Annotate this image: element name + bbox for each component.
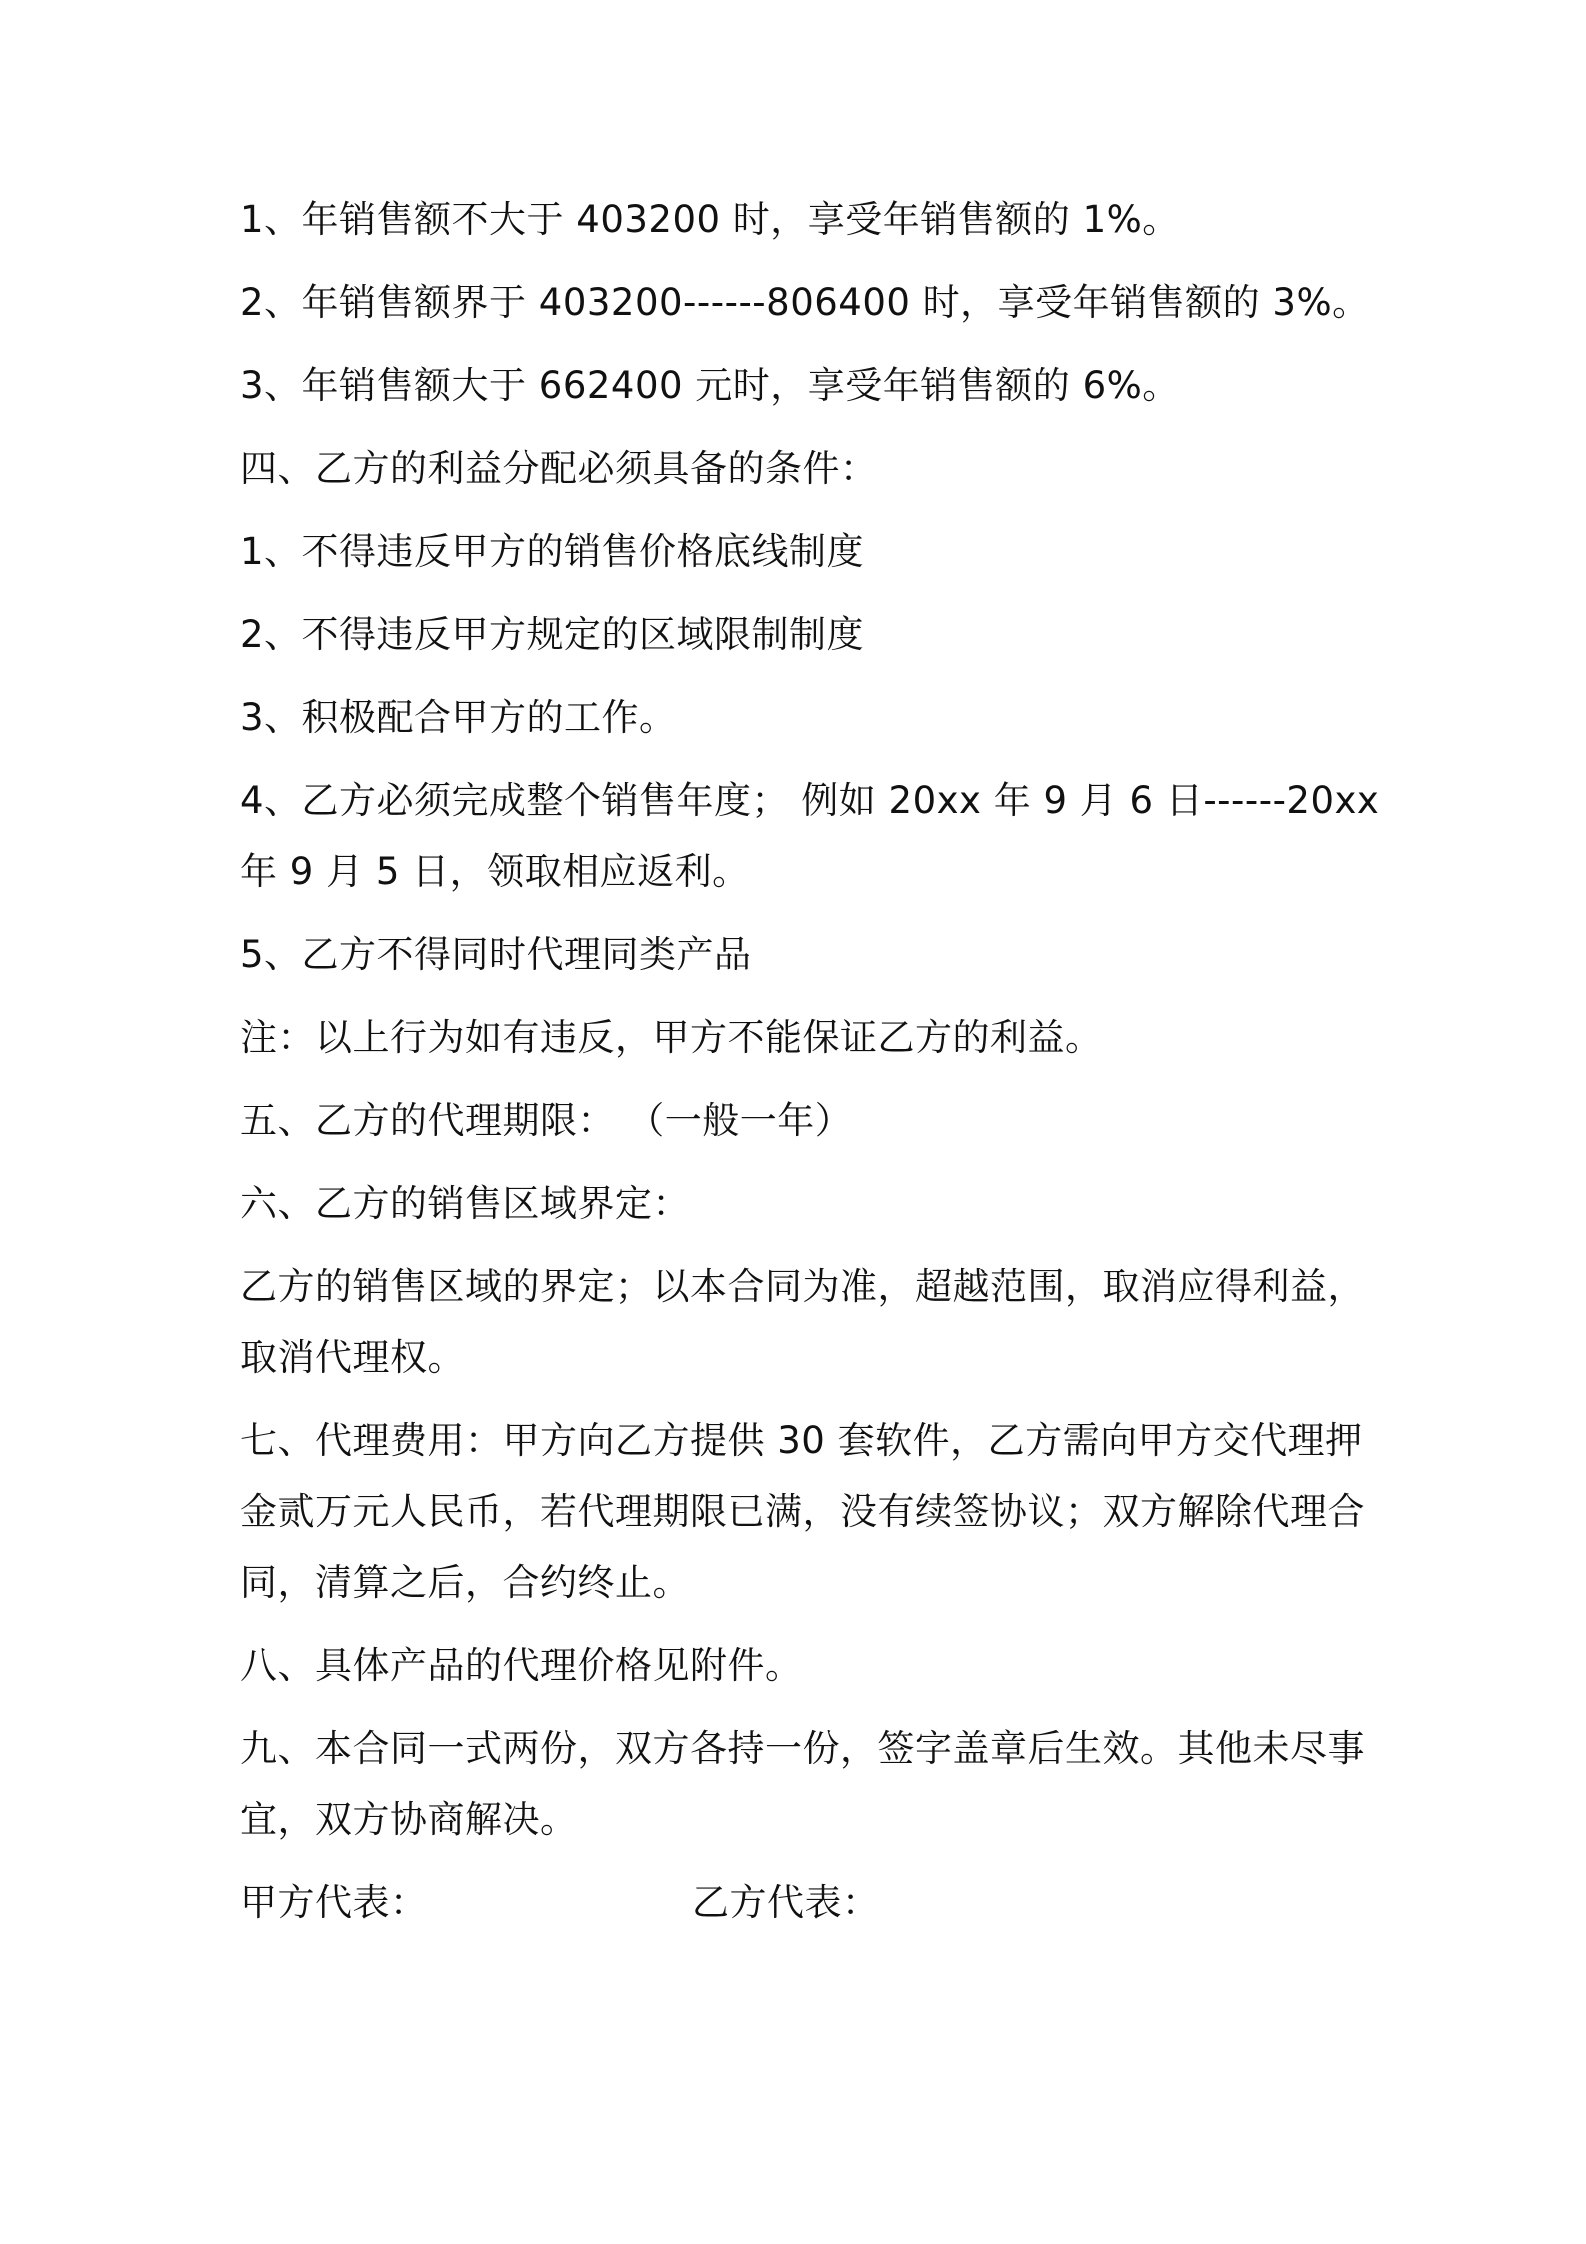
region-definition-line-1: 乙方的销售区域的界定；以本合同为准，超越范围，取消应得利益，	[240, 1265, 1365, 1308]
note-line: 注：以上行为如有违反，甲方不能保证乙方的利益。	[240, 1016, 1103, 1059]
section-four-heading: 四、乙方的利益分配必须具备的条件：	[240, 447, 878, 490]
clause-rebate-1: 1、年销售额不大于 403200 时，享受年销售额的 1%。	[240, 198, 1180, 241]
condition-5: 5、乙方不得同时代理同类产品	[240, 933, 752, 976]
condition-4-line-2: 年 9 月 5 日，领取相应返利。	[240, 850, 750, 893]
section-nine-line-1: 九、本合同一式两份，双方各持一份，签字盖章后生效。其他未尽事	[240, 1727, 1365, 1770]
clause-rebate-2: 2、年销售额界于 403200------806400 时，享受年销售额的 3%。	[240, 281, 1370, 324]
condition-2: 2、不得违反甲方规定的区域限制制度	[240, 613, 865, 656]
section-nine-line-2: 宜，双方协商解决。	[240, 1798, 578, 1841]
condition-1: 1、不得违反甲方的销售价格底线制度	[240, 530, 865, 573]
condition-3: 3、积极配合甲方的工作。	[240, 696, 677, 739]
condition-4-line-1: 4、乙方必须完成整个销售年度； 例如 20xx 年 9 月 6 日------20xx	[240, 779, 1380, 822]
section-seven-line-3: 同，清算之后，合约终止。	[240, 1561, 690, 1604]
section-five-term: 五、乙方的代理期限： （一般一年）	[240, 1099, 853, 1142]
section-eight: 八、具体产品的代理价格见附件。	[240, 1644, 803, 1687]
clause-rebate-3: 3、年销售额大于 662400 元时，享受年销售额的 6%。	[240, 364, 1180, 407]
party-a-representative: 甲方代表：	[240, 1881, 428, 1924]
section-seven-line-2: 金贰万元人民币，若代理期限已满，没有续签协议；双方解除代理合	[240, 1490, 1365, 1533]
region-definition-line-2: 取消代理权。	[240, 1336, 465, 1379]
section-six-heading: 六、乙方的销售区域界定：	[240, 1182, 690, 1225]
party-b-representative: 乙方代表：	[692, 1881, 880, 1924]
signature-row	[240, 1879, 1350, 1927]
section-seven-line-1: 七、代理费用：甲方向乙方提供 30 套软件，乙方需向甲方交代理押	[240, 1419, 1363, 1462]
contract-body	[240, 196, 1380, 1962]
